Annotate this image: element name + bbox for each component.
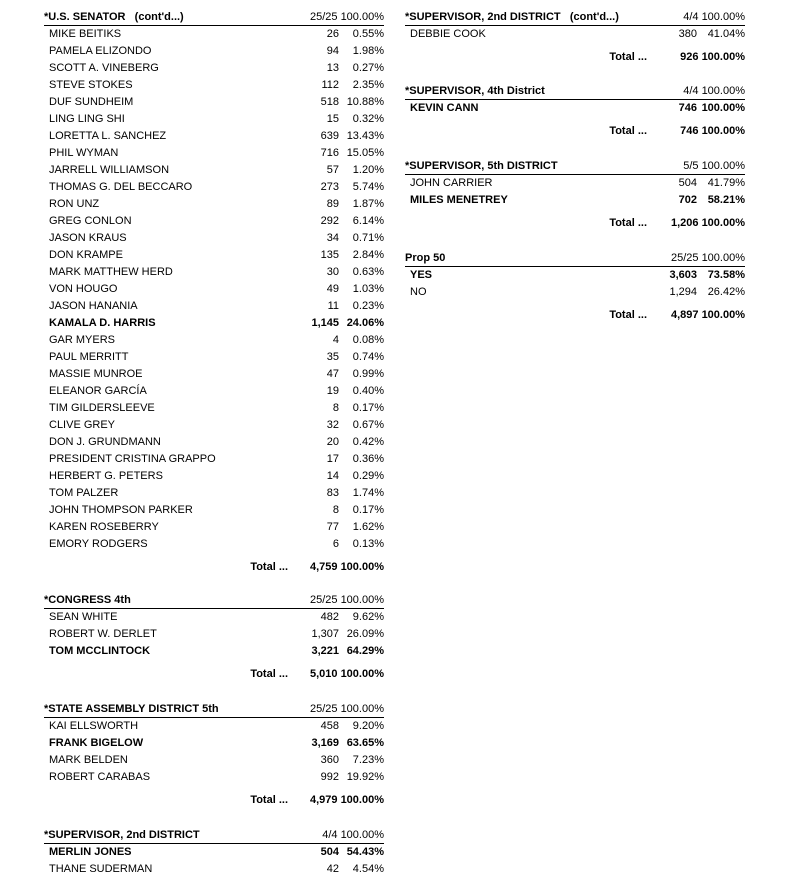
candidate-name: JOHN CARRIER [410, 177, 493, 189]
candidate-votes: 1,307 [311, 628, 339, 640]
candidate-votes: 77 [326, 521, 339, 533]
race-title: *U.S. SENATOR (cont'd...) [44, 11, 184, 23]
candidate-votes: 35 [326, 351, 339, 363]
candidate-percent: 1.62% [352, 521, 384, 533]
precincts-reporting: 25/25 100.00% [670, 252, 745, 264]
candidate-name: DON J. GRUNDMANN [49, 436, 161, 448]
candidate-row [44, 861, 384, 878]
candidate-percent: 9.20% [352, 720, 384, 732]
candidate-name: MASSIE MUNROE [49, 368, 143, 380]
candidate-name: CLIVE GREY [49, 419, 116, 431]
candidate-percent: 19.92% [346, 771, 384, 783]
candidate-name: DEBBIE COOK [410, 28, 486, 40]
candidate-row [405, 26, 745, 43]
precincts-reporting: 5/5 100.00% [683, 160, 745, 172]
candidate-percent: 0.17% [352, 402, 384, 414]
precincts-reporting: 4/4 100.00% [322, 829, 384, 841]
candidate-row [44, 769, 384, 786]
race-title: *SUPERVISOR, 2nd DISTRICT (cont'd...) [405, 11, 619, 23]
candidate-name: TOM MCCLINTOCK [49, 645, 151, 657]
race-total-row [405, 43, 745, 68]
candidate-votes: 42 [326, 863, 339, 875]
candidate-votes: 49 [326, 283, 339, 295]
race-title: *SUPERVISOR, 2nd DISTRICT [44, 829, 200, 841]
candidate-percent: 0.40% [352, 385, 384, 397]
candidate-name: VON HOUGO [49, 283, 118, 295]
candidate-percent: 0.74% [352, 351, 384, 363]
candidate-name: DUF SUNDHEIM [49, 96, 134, 108]
candidate-votes: 89 [326, 198, 339, 210]
candidate-row [44, 43, 384, 60]
candidate-percent: 73.58% [707, 269, 745, 281]
race-header [44, 591, 384, 609]
candidate-votes: 6 [332, 538, 339, 550]
candidate-row [44, 718, 384, 735]
candidate-row [44, 162, 384, 179]
candidate-votes: 504 [320, 846, 339, 858]
candidate-name: JASON HANANIA [49, 300, 138, 312]
candidate-percent: 0.13% [352, 538, 384, 550]
candidate-row [44, 434, 384, 451]
candidate-percent: 0.67% [352, 419, 384, 431]
race-header [405, 249, 745, 267]
race-total-row [405, 209, 745, 234]
race-block [44, 591, 384, 685]
candidate-percent: 13.43% [346, 130, 384, 142]
candidate-name: LORETTA L. SANCHEZ [49, 130, 167, 142]
race-total-row [44, 660, 384, 685]
candidate-percent: 1.98% [352, 45, 384, 57]
candidate-percent: 0.71% [352, 232, 384, 244]
candidate-name: FRANK BIGELOW [49, 737, 144, 749]
race-block [44, 8, 384, 578]
candidate-row-winner [44, 315, 384, 332]
candidate-name: MIKE BEITIKS [49, 28, 122, 40]
total-label: Total ... [250, 668, 288, 680]
total-label: Total ... [609, 51, 647, 63]
candidate-row-winner [405, 192, 745, 209]
race-block [44, 826, 384, 878]
race-block [44, 700, 384, 811]
candidate-name: PAMELA ELIZONDO [49, 45, 152, 57]
total-label: Total ... [250, 794, 288, 806]
total-votes: 926 100.00% [680, 51, 745, 63]
candidate-row-winner [405, 100, 745, 117]
candidate-percent: 41.04% [707, 28, 745, 40]
candidate-votes: 746 [678, 102, 697, 114]
candidate-row [44, 400, 384, 417]
candidate-name: STEVE STOKES [49, 79, 133, 91]
candidate-votes: 94 [326, 45, 339, 57]
candidate-name: PHIL WYMAN [49, 147, 119, 159]
total-votes: 1,206 100.00% [670, 217, 745, 229]
race-header [405, 82, 745, 100]
candidate-percent: 0.23% [352, 300, 384, 312]
candidate-row [44, 247, 384, 264]
total-votes: 4,759 100.00% [309, 561, 384, 573]
candidate-percent: 0.36% [352, 453, 384, 465]
candidate-row [44, 502, 384, 519]
candidate-percent: 1.20% [352, 164, 384, 176]
candidate-row [44, 26, 384, 43]
candidate-name: EMORY RODGERS [49, 538, 148, 550]
candidate-name: PRESIDENT CRISTINA GRAPPO [49, 453, 216, 465]
candidate-row [44, 196, 384, 213]
candidate-percent: 0.27% [352, 62, 384, 74]
candidate-percent: 54.43% [346, 846, 384, 858]
candidate-votes: 135 [320, 249, 339, 261]
candidate-name: YES [410, 269, 433, 281]
candidate-row-winner [405, 267, 745, 284]
candidate-row [44, 179, 384, 196]
candidate-votes: 292 [320, 215, 339, 227]
candidate-votes: 518 [320, 96, 339, 108]
candidate-row [44, 626, 384, 643]
total-label: Total ... [250, 561, 288, 573]
total-label: Total ... [609, 309, 647, 321]
candidate-name: GAR MYERS [49, 334, 116, 346]
candidate-name: MARK BELDEN [49, 754, 128, 766]
candidate-votes: 1,294 [669, 286, 697, 298]
candidate-percent: 2.35% [352, 79, 384, 91]
candidate-votes: 11 [327, 300, 339, 312]
candidate-votes: 992 [320, 771, 339, 783]
candidate-percent: 100.00% [701, 102, 745, 114]
candidate-percent: 0.55% [352, 28, 384, 40]
candidate-name: ELEANOR GARCÍA [49, 385, 147, 397]
candidate-row [44, 536, 384, 553]
total-votes: 5,010 100.00% [309, 668, 384, 680]
candidate-percent: 26.09% [346, 628, 384, 640]
precincts-reporting: 25/25 100.00% [309, 703, 384, 715]
candidate-votes: 83 [326, 487, 339, 499]
candidate-name: ROBERT CARABAS [49, 771, 151, 783]
candidate-row [44, 417, 384, 434]
candidate-row [44, 230, 384, 247]
candidate-row [44, 383, 384, 400]
candidate-votes: 32 [326, 419, 339, 431]
total-label: Total ... [609, 125, 647, 137]
candidate-row-winner [44, 735, 384, 752]
candidate-row [405, 284, 745, 301]
race-total-row [44, 786, 384, 811]
candidate-row [44, 752, 384, 769]
total-label: Total ... [609, 217, 647, 229]
race-total-row [405, 117, 745, 142]
candidate-percent: 24.06% [346, 317, 384, 329]
candidate-name: MILES MENETREY [410, 194, 508, 206]
candidate-percent: 4.54% [352, 863, 384, 875]
candidate-name: HERBERT G. PETERS [49, 470, 163, 482]
race-block [405, 82, 745, 142]
total-votes: 4,979 100.00% [309, 794, 384, 806]
candidate-percent: 0.17% [352, 504, 384, 516]
candidate-votes: 716 [320, 147, 339, 159]
candidate-votes: 14 [326, 470, 339, 482]
candidate-name: JASON KRAUS [49, 232, 127, 244]
candidate-votes: 380 [678, 28, 697, 40]
candidate-name: SEAN WHITE [49, 611, 118, 623]
candidate-name: KEVIN CANN [410, 102, 479, 114]
candidate-name: PAUL MERRITT [49, 351, 129, 363]
total-votes: 4,897 100.00% [670, 309, 745, 321]
candidate-votes: 8 [332, 504, 339, 516]
candidate-row [44, 60, 384, 77]
candidate-percent: 10.88% [346, 96, 384, 108]
candidate-name: TOM PALZER [49, 487, 119, 499]
candidate-percent: 26.42% [707, 286, 745, 298]
race-title: *CONGRESS 4th [44, 594, 131, 606]
candidate-row [44, 451, 384, 468]
candidate-name: JARRELL WILLIAMSON [49, 164, 170, 176]
candidate-name: KAI ELLSWORTH [49, 720, 139, 732]
race-header [44, 700, 384, 718]
total-votes: 746 100.00% [680, 125, 745, 137]
candidate-percent: 5.74% [352, 181, 384, 193]
candidate-percent: 1.87% [352, 198, 384, 210]
candidate-row [405, 175, 745, 192]
candidate-percent: 1.74% [352, 487, 384, 499]
precincts-reporting: 25/25 100.00% [309, 11, 384, 23]
candidate-row [44, 609, 384, 626]
candidate-votes: 702 [678, 194, 697, 206]
race-header [44, 8, 384, 26]
candidate-row [44, 366, 384, 383]
precincts-reporting: 4/4 100.00% [683, 11, 745, 23]
candidate-percent: 2.84% [352, 249, 384, 261]
candidate-percent: 1.03% [352, 283, 384, 295]
candidate-percent: 0.29% [352, 470, 384, 482]
race-title: *STATE ASSEMBLY DISTRICT 5th [44, 703, 219, 715]
candidate-votes: 26 [326, 28, 339, 40]
candidate-votes: 47 [326, 368, 339, 380]
candidate-percent: 9.62% [352, 611, 384, 623]
candidate-name: GREG CONLON [49, 215, 132, 227]
candidate-name: RON UNZ [49, 198, 100, 210]
candidate-name: SCOTT A. VINEBERG [49, 62, 159, 74]
candidate-row [44, 468, 384, 485]
candidate-name: THOMAS G. DEL BECCARO [49, 181, 193, 193]
candidate-row [44, 349, 384, 366]
candidate-row [44, 519, 384, 536]
candidate-votes: 504 [678, 177, 697, 189]
candidate-votes: 8 [332, 402, 339, 414]
race-block [405, 249, 745, 326]
race-header [405, 157, 745, 175]
candidate-votes: 458 [320, 720, 339, 732]
candidate-row [44, 213, 384, 230]
candidate-votes: 17 [326, 453, 339, 465]
candidate-votes: 30 [326, 266, 339, 278]
race-block [405, 157, 745, 234]
candidate-name: KAREN ROSEBERRY [49, 521, 159, 533]
candidate-percent: 0.42% [352, 436, 384, 448]
candidate-percent: 0.08% [352, 334, 384, 346]
candidate-votes: 112 [321, 79, 339, 91]
candidate-votes: 19 [326, 385, 339, 397]
candidate-name: DON KRAMPE [49, 249, 123, 261]
candidate-row-winner [44, 643, 384, 660]
candidate-votes: 360 [320, 754, 339, 766]
candidate-percent: 15.05% [346, 147, 384, 159]
candidate-row [44, 145, 384, 162]
candidate-percent: 64.29% [346, 645, 384, 657]
candidate-percent: 58.21% [707, 194, 745, 206]
candidate-name: ROBERT W. DERLET [49, 628, 157, 640]
candidate-row [44, 111, 384, 128]
candidate-row-winner [44, 844, 384, 861]
candidate-votes: 4 [332, 334, 339, 346]
candidate-votes: 13 [326, 62, 339, 74]
candidate-name: NO [410, 286, 427, 298]
race-title: Prop 50 [405, 252, 446, 264]
race-header [405, 8, 745, 26]
race-title: *SUPERVISOR, 5th DISTRICT [405, 160, 558, 172]
candidate-row [44, 298, 384, 315]
candidate-row [44, 264, 384, 281]
race-total-row [44, 553, 384, 578]
candidate-row [44, 332, 384, 349]
candidate-name: MARK MATTHEW HERD [49, 266, 173, 278]
candidate-row [44, 128, 384, 145]
candidate-name: KAMALA D. HARRIS [49, 317, 156, 329]
candidate-votes: 3,603 [669, 269, 697, 281]
candidate-votes: 1,145 [311, 317, 339, 329]
candidate-votes: 34 [326, 232, 339, 244]
candidate-votes: 482 [320, 611, 339, 623]
candidate-percent: 6.14% [352, 215, 384, 227]
precincts-reporting: 4/4 100.00% [683, 85, 745, 97]
candidate-votes: 3,169 [311, 737, 339, 749]
candidate-name: THANE SUDERMAN [49, 863, 153, 875]
candidate-percent: 63.65% [346, 737, 384, 749]
candidate-name: LING LING SHI [49, 113, 125, 125]
race-block [405, 8, 745, 68]
candidate-name: TIM GILDERSLEEVE [49, 402, 155, 414]
candidate-votes: 15 [326, 113, 339, 125]
candidate-row [44, 94, 384, 111]
candidate-row [44, 485, 384, 502]
race-title: *SUPERVISOR, 4th District [405, 85, 545, 97]
candidate-name: MERLIN JONES [49, 846, 132, 858]
candidate-percent: 41.79% [707, 177, 745, 189]
candidate-votes: 57 [326, 164, 339, 176]
candidate-votes: 639 [320, 130, 339, 142]
candidate-name: JOHN THOMPSON PARKER [49, 504, 193, 516]
candidate-votes: 20 [326, 436, 339, 448]
candidate-percent: 0.99% [352, 368, 384, 380]
candidate-percent: 0.32% [352, 113, 384, 125]
candidate-percent: 0.63% [352, 266, 384, 278]
race-total-row [405, 301, 745, 326]
precincts-reporting: 25/25 100.00% [309, 594, 384, 606]
candidate-row [44, 77, 384, 94]
candidate-percent: 7.23% [352, 754, 384, 766]
candidate-row [44, 281, 384, 298]
candidate-votes: 273 [320, 181, 339, 193]
candidate-votes: 3,221 [311, 645, 339, 657]
race-header [44, 826, 384, 844]
